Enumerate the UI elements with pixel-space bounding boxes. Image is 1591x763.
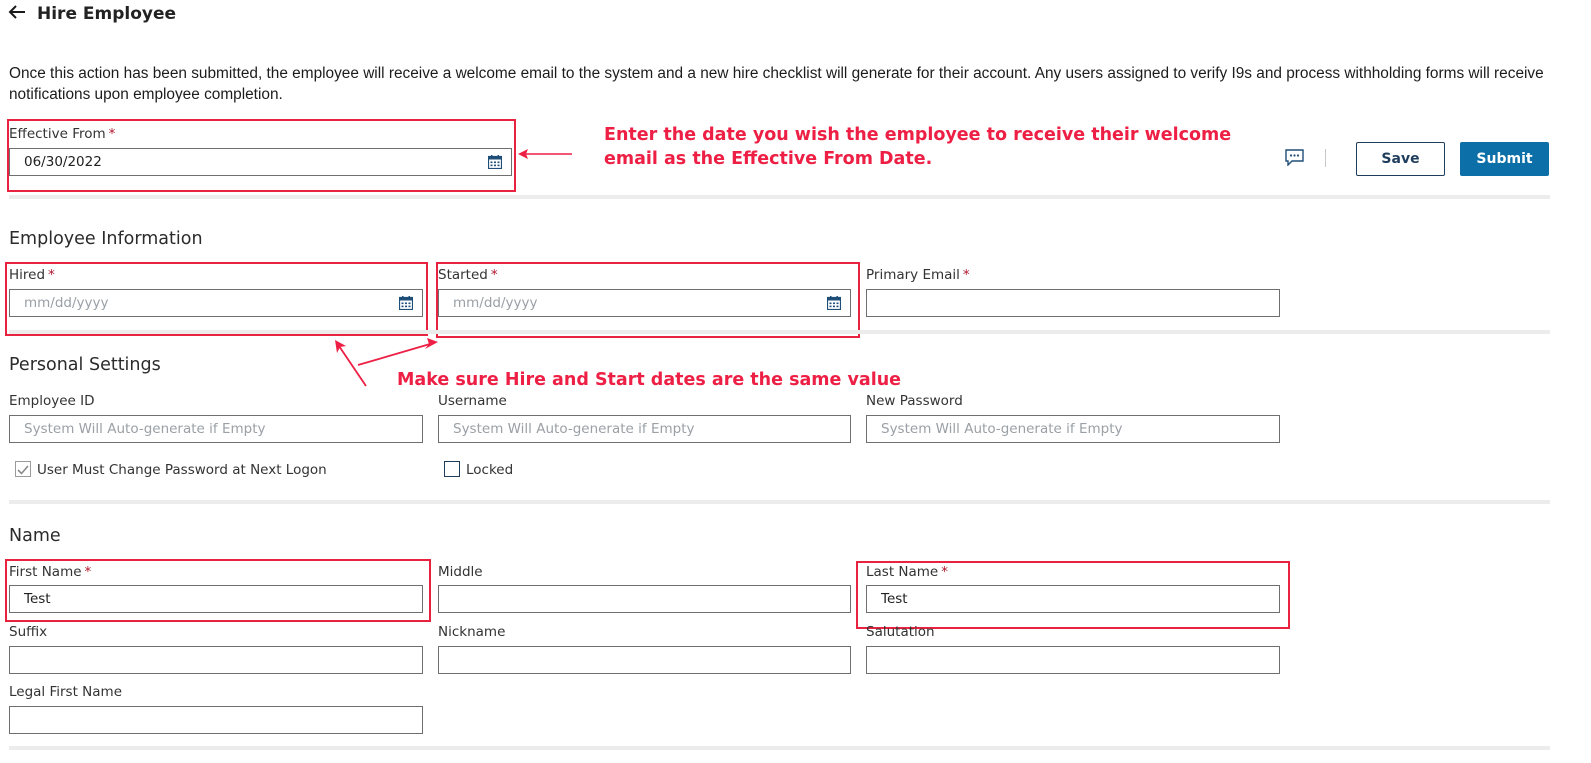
required-mark: *: [84, 564, 92, 580]
suffix-label: Suffix: [9, 624, 48, 640]
salutation-input[interactable]: [866, 646, 1280, 674]
section-title-personal-settings: Personal Settings: [9, 355, 161, 375]
highlight-box-hired: [5, 262, 428, 336]
section-divider: [9, 195, 1550, 199]
annotation-effective-line2: email as the Effective From Date.: [604, 149, 933, 169]
highlight-box-last-name: [856, 561, 1290, 629]
page-title: Hire Employee: [37, 4, 177, 24]
annotation-effective-line1: Enter the date you wish the employee to receive their welcome: [604, 125, 1232, 145]
truncated-text-fragment: [180, 30, 440, 36]
started-placeholder: mm/dd/yyyy: [453, 295, 538, 311]
primary-email-input[interactable]: [866, 289, 1280, 317]
required-mark: *: [941, 564, 948, 580]
username-label: Username: [438, 393, 507, 409]
must-change-password-label: User Must Change Password at Next Logon: [37, 462, 327, 478]
section-divider: [9, 330, 1550, 334]
save-button[interactable]: Save: [1356, 142, 1445, 176]
effective-from-value: 06/30/2022: [24, 154, 102, 170]
first-name-label-text: First Name: [9, 564, 82, 580]
suffix-input[interactable]: [9, 646, 423, 674]
locked-checkbox[interactable]: [444, 461, 460, 477]
required-mark: *: [490, 267, 498, 283]
comment-icon[interactable]: [1285, 149, 1304, 170]
toolbar-separator: [1325, 149, 1326, 167]
middle-name-input[interactable]: [438, 585, 851, 613]
middle-label: Middle: [438, 564, 483, 580]
must-change-password-checkbox[interactable]: [15, 461, 31, 477]
highlight-box-effective-from: [7, 119, 516, 192]
last-name-label-text: Last Name: [866, 564, 939, 580]
hired-placeholder: mm/dd/yyyy: [24, 295, 109, 311]
legal-first-name-label: Legal First Name: [9, 684, 123, 700]
required-mark: *: [48, 267, 55, 283]
section-title-name: Name: [9, 526, 61, 546]
legal-first-name-input[interactable]: [9, 706, 423, 734]
locked-label: Locked: [466, 462, 514, 478]
new-password-label: New Password: [866, 393, 963, 409]
employee-id-placeholder: System Will Auto-generate if Empty: [24, 421, 266, 437]
salutation-label: Salutation: [866, 624, 935, 640]
new-password-placeholder: System Will Auto-generate if Empty: [881, 421, 1123, 437]
nickname-label: Nickname: [438, 624, 506, 640]
hired-label-text: Hired: [9, 267, 46, 283]
checkmark-icon: [16, 463, 30, 477]
primary-email-label-text: Primary Email: [866, 267, 960, 283]
section-divider: [9, 500, 1550, 504]
nickname-input[interactable]: [438, 646, 851, 674]
first-name-value: Test: [24, 591, 51, 607]
required-mark: *: [962, 267, 970, 283]
started-label-text: Started: [438, 267, 488, 283]
username-input[interactable]: [438, 415, 851, 443]
highlight-box-started: [436, 262, 860, 338]
annotation-arrow-effective: [516, 147, 574, 161]
section-title-employee-information: Employee Information: [9, 229, 203, 249]
primary-email-label: [866, 267, 970, 283]
annotation-dates-same: Make sure Hire and Start dates are the same value: [397, 370, 902, 390]
employee-id-label: Employee ID: [9, 393, 95, 409]
back-arrow-icon[interactable]: [8, 4, 26, 24]
username-placeholder: System Will Auto-generate if Empty: [453, 421, 695, 437]
submit-button[interactable]: Submit: [1460, 142, 1549, 176]
intro-text: Once this action has been submitted, the employee will receive a welcome email to the system and a new hire checklist will generate for their account. Any users assigned to verify I9s and process withholding forms will receive notifications upon employee completion.: [9, 65, 1544, 103]
section-divider: [9, 746, 1550, 750]
last-name-value: Test: [881, 591, 908, 607]
new-password-input[interactable]: [866, 415, 1280, 443]
highlight-box-first-name: [5, 559, 431, 622]
effective-from-label-text: Effective From: [9, 126, 106, 142]
employee-id-input[interactable]: [9, 415, 423, 443]
required-mark: *: [108, 126, 116, 142]
